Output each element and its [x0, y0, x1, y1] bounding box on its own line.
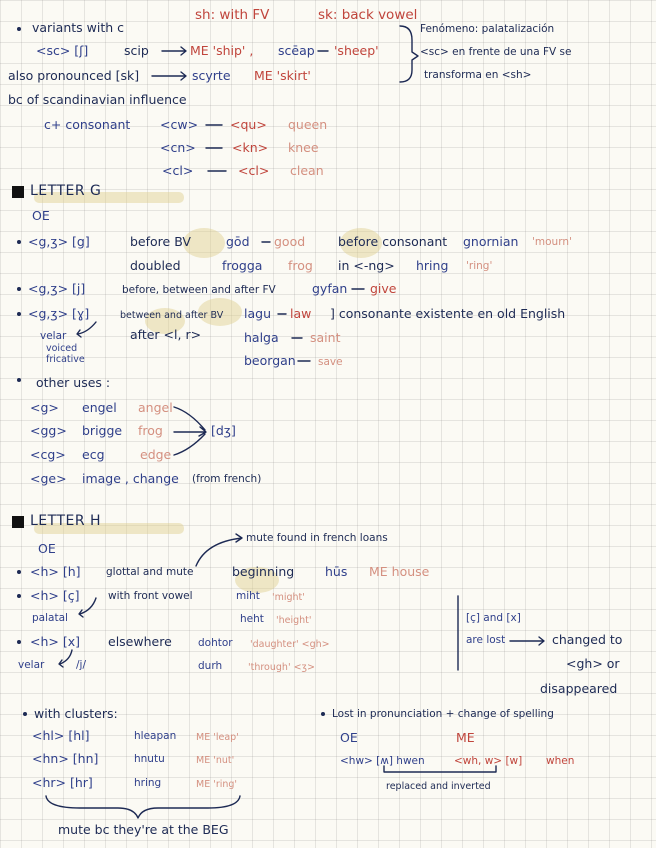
gloss-through: 'through' <ʒ>: [248, 662, 315, 673]
in-ng-label: in <-ng>: [338, 258, 395, 273]
hw-me: <wh, w> [w]: [454, 755, 523, 767]
word-when: when: [546, 755, 575, 767]
bc-scandinavian: bc of scandinavian influence: [8, 92, 187, 107]
consonant-label: c+ consonant: [44, 117, 131, 132]
lost-line-1: [ç] and [x]: [466, 612, 521, 624]
lost-line-2: are lost: [466, 634, 506, 646]
word-save: save: [318, 356, 343, 368]
fenomeno-line-2: <sc> en frente de una FV se: [420, 46, 572, 58]
word-heht: heht: [240, 613, 264, 625]
word-durh: durh: [198, 660, 223, 672]
g2-grapheme: <g,ʒ> [j]: [28, 281, 86, 296]
consonante-existente: ] consonante existente en old English: [330, 306, 566, 321]
heading-letter-g: LETTER G: [30, 183, 102, 199]
word-brigge: brigge: [82, 423, 123, 438]
word-hnutu: hnutu: [134, 753, 165, 765]
cw-grapheme: <cw>: [160, 117, 199, 132]
lost-in-pronunciation: Lost in pronunciation + change of spelling: [332, 708, 554, 720]
oe-label-h: OE: [38, 541, 56, 556]
beginning-label: beginning: [232, 564, 295, 579]
word-halga: halga: [244, 330, 279, 345]
mute-note: mute found in french loans: [246, 532, 388, 544]
word-hus: hūs: [325, 564, 348, 579]
words-image-change: image , change: [82, 471, 179, 486]
heading-letter-h: LETTER H: [30, 513, 102, 529]
g3-position: between and after BV: [120, 310, 224, 321]
g1-before-bv: before BV: [130, 234, 191, 249]
glottal-mute: glottal and mute: [106, 566, 194, 578]
dashes-halga: [292, 338, 310, 361]
before-consonant: before consonant: [338, 234, 448, 249]
gloss-ring: 'ring': [466, 260, 493, 272]
h3-grapheme: <h> [x]: [30, 634, 80, 649]
me-label-h2: ME: [456, 730, 475, 745]
arrows-dz: [174, 407, 206, 455]
also-pronounced: also pronounced [sk]: [8, 68, 140, 83]
voiced-label: voiced: [46, 343, 78, 354]
me-nut: ME 'nut': [196, 755, 235, 766]
sc-me-sheep: 'sheep': [334, 43, 379, 58]
velar-label-h: velar: [18, 659, 45, 671]
word-frog-2: frog: [138, 423, 163, 438]
velar-label: velar: [40, 330, 67, 342]
fenomeno-line-3: transforma en <sh>: [424, 69, 532, 81]
kn-grapheme: <kn>: [232, 140, 269, 155]
arrow-mute: [196, 534, 242, 566]
variants-heading: variants with c: [32, 20, 125, 35]
changed-line-1: changed to: [552, 632, 623, 647]
me-skirt: ME 'skirt': [254, 68, 311, 83]
gloss-mourn: 'mourn': [532, 236, 572, 248]
c2-grapheme: <hn> [hn]: [32, 751, 99, 766]
me-leap: ME 'leap': [196, 732, 239, 743]
dz-phoneme: [dʒ]: [211, 423, 236, 438]
word-gyfan: gyfan: [312, 281, 348, 296]
word-frog: frog: [288, 258, 313, 273]
word-hleapan: hleapan: [134, 730, 177, 742]
g1-grapheme: <g,ʒ> [g]: [28, 234, 90, 249]
oe-label-h2: OE: [340, 730, 358, 745]
changed-line-2: <gh> or: [566, 656, 620, 671]
h2-grapheme: <h> [ç]: [30, 588, 80, 603]
u3-grapheme: <cg>: [30, 447, 66, 462]
word-dohtor: dohtor: [198, 637, 233, 649]
oe-label-g: OE: [32, 208, 50, 223]
word-frogga: frogga: [222, 258, 263, 273]
arrow-palatal: [79, 598, 96, 617]
c1-grapheme: <hl> [hl]: [32, 728, 90, 743]
h1-grapheme: <h> [h]: [30, 564, 81, 579]
word-engel: engel: [82, 400, 117, 415]
me-ring: ME 'ring': [196, 779, 238, 790]
sc-word-scip: scip: [124, 43, 149, 58]
fenomeno-line-1: Fenómeno: palatalización: [420, 23, 555, 35]
elsewhere-label: elsewhere: [108, 634, 172, 649]
word-angel: angel: [138, 400, 173, 415]
dashes-consonant: [206, 125, 226, 171]
word-give: give: [370, 281, 397, 296]
word-ecg: ecg: [82, 447, 105, 462]
bracket-fenomeno: [400, 26, 418, 82]
word-law: law: [290, 306, 312, 321]
u1-grapheme: <g>: [30, 400, 59, 415]
other-uses: other uses :: [36, 375, 111, 390]
word-queen: queen: [288, 117, 328, 132]
arrow-also: [152, 72, 186, 80]
word-good: good: [274, 234, 306, 249]
with-clusters: with clusters:: [34, 706, 118, 721]
word-clean: clean: [290, 163, 324, 178]
word-saint: saint: [310, 330, 341, 345]
word-hring-2: hring: [134, 777, 162, 789]
word-hring: hring: [416, 258, 449, 273]
arrow-velar: [77, 322, 96, 337]
word-knee: knee: [288, 140, 319, 155]
palatal-label: palatal: [32, 612, 68, 624]
cn-grapheme: <cn>: [160, 140, 196, 155]
gloss-daughter: 'daughter' <gh>: [250, 639, 330, 650]
u2-grapheme: <gg>: [30, 423, 67, 438]
arrow-velar-h: [59, 650, 72, 667]
with-front-vowel: with front vowel: [108, 590, 193, 602]
after-lr: after <l, r>: [130, 327, 202, 342]
arrow-changed: [510, 637, 544, 645]
sc-word-sceap: scēap: [278, 43, 315, 58]
arrow-scip: [162, 47, 186, 55]
word-miht: miht: [236, 590, 260, 602]
bracket-replaced: [384, 766, 496, 772]
cl-grapheme: <cl>: [162, 163, 194, 178]
mute-at-beginning: mute bc they're at the BEG: [58, 822, 229, 837]
qu-grapheme: <qu>: [230, 117, 267, 132]
brace-clusters: [46, 796, 240, 818]
u4-grapheme: <ge>: [30, 471, 67, 486]
cl-grapheme-2: <cl>: [238, 163, 270, 178]
c3-grapheme: <hr> [hr]: [32, 775, 93, 790]
hw-oe: <hw> [ʍ] hwen: [340, 755, 425, 767]
g2-position: before, between and after FV: [122, 284, 276, 296]
fricative-label: fricative: [46, 354, 85, 365]
j-label: /j/: [76, 659, 86, 671]
gloss-height: 'height': [276, 615, 312, 626]
doubled-label: doubled: [130, 258, 181, 273]
me-house: ME house: [369, 564, 430, 579]
sc-grapheme: <sc> [ʃ]: [36, 43, 89, 58]
word-gnornian: gnornian: [463, 234, 519, 249]
changed-line-3: disappeared: [540, 681, 618, 696]
title-sh: sh: with FV: [195, 7, 270, 23]
from-french: (from french): [192, 473, 262, 485]
sc-me-ship: ME 'ship' ,: [190, 43, 254, 58]
replaced-inverted: replaced and inverted: [386, 781, 491, 792]
word-scyrte: scyrte: [192, 68, 231, 83]
gloss-might: 'might': [272, 592, 305, 603]
g3-grapheme: <g,ʒ> [ɣ]: [28, 306, 90, 321]
word-lagu: lagu: [244, 306, 271, 321]
title-sk: sk: back vowel: [318, 7, 418, 23]
word-beorgan: beorgan: [244, 353, 296, 368]
word-edge: edge: [140, 447, 172, 462]
word-god: gōd: [226, 234, 250, 249]
